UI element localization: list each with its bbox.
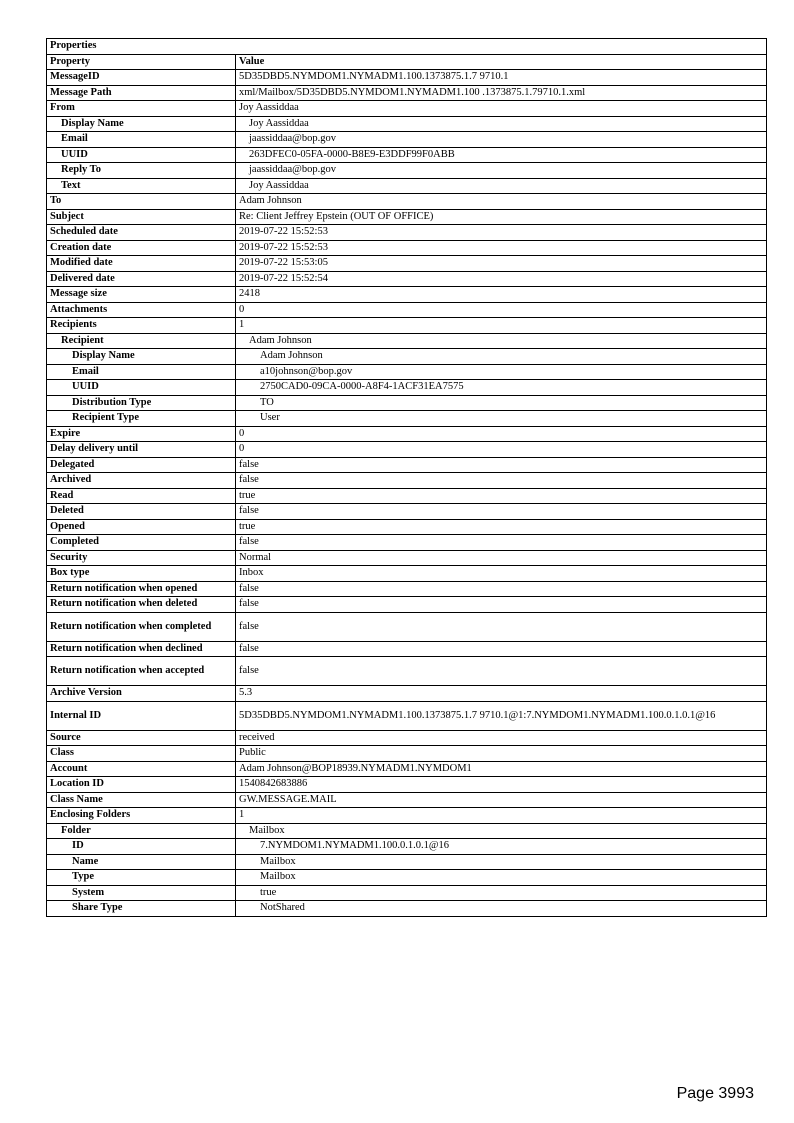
property-name: Message size <box>47 287 236 303</box>
table-row <box>47 225 767 241</box>
property-value: false <box>236 612 767 641</box>
table-row <box>47 380 767 396</box>
table-row <box>47 657 767 686</box>
table-row <box>47 550 767 566</box>
property-value: 5D35DBD5.NYMDOM1.NYMADM1.100.1373875.1.7 9710.1@1:7.NYMDOM1.NYMADM1.100.0.1.0.1@16 <box>236 701 767 730</box>
property-value: Public <box>236 746 767 762</box>
table-row <box>47 240 767 256</box>
properties-table <box>46 38 767 917</box>
property-value: 2418 <box>236 287 767 303</box>
property-name: Archive Version <box>47 686 236 702</box>
property-value: 2019-07-22 15:52:53 <box>236 240 767 256</box>
property-value: jaassiddaa@bop.gov <box>236 132 767 148</box>
table-row <box>47 101 767 117</box>
table-row <box>47 194 767 210</box>
property-name: UUID <box>47 147 236 163</box>
table-row <box>47 839 767 855</box>
table-row <box>47 178 767 194</box>
property-name: Text <box>47 178 236 194</box>
property-name: UUID <box>47 380 236 396</box>
property-value: Adam Johnson@BOP18939.NYMADM1.NYMDOM1 <box>236 761 767 777</box>
property-name: Message Path <box>47 85 236 101</box>
table-row <box>47 746 767 762</box>
table-row <box>47 854 767 870</box>
property-value: false <box>236 581 767 597</box>
property-value: 7.NYMDOM1.NYMADM1.100.0.1.0.1@16 <box>236 839 767 855</box>
table-row <box>47 701 767 730</box>
property-name: Box type <box>47 566 236 582</box>
property-name: Recipient Type <box>47 411 236 427</box>
property-value: Mailbox <box>236 870 767 886</box>
property-value: false <box>236 657 767 686</box>
property-name: Display Name <box>47 349 236 365</box>
property-value: User <box>236 411 767 427</box>
table-row <box>47 163 767 179</box>
property-name: Return notification when opened <box>47 581 236 597</box>
table-row <box>47 641 767 657</box>
property-name: ID <box>47 839 236 855</box>
property-name: Folder <box>47 823 236 839</box>
property-value: 1540842683886 <box>236 777 767 793</box>
table-row <box>47 209 767 225</box>
property-name: To <box>47 194 236 210</box>
table-row <box>47 411 767 427</box>
property-value: GW.MESSAGE.MAIL <box>236 792 767 808</box>
table-title-row <box>47 39 767 55</box>
property-name: Location ID <box>47 777 236 793</box>
table-row <box>47 823 767 839</box>
property-name: Return notification when accepted <box>47 657 236 686</box>
table-row <box>47 364 767 380</box>
table-row <box>47 566 767 582</box>
property-name: From <box>47 101 236 117</box>
table-row <box>47 504 767 520</box>
property-value: Mailbox <box>236 854 767 870</box>
property-value: Adam Johnson <box>236 333 767 349</box>
property-value: 0 <box>236 302 767 318</box>
property-value: Joy Aassiddaa <box>236 116 767 132</box>
property-value: false <box>236 597 767 613</box>
property-name: Opened <box>47 519 236 535</box>
table-row <box>47 473 767 489</box>
table-row <box>47 581 767 597</box>
property-value: NotShared <box>236 901 767 917</box>
property-value: 5D35DBD5.NYMDOM1.NYMADM1.100.1373875.1.7 9710.1 <box>236 70 767 86</box>
table-row <box>47 147 767 163</box>
property-value: true <box>236 885 767 901</box>
property-name: Share Type <box>47 901 236 917</box>
property-name: Class Name <box>47 792 236 808</box>
property-value: 2019-07-22 15:52:53 <box>236 225 767 241</box>
property-value: 0 <box>236 426 767 442</box>
table-row <box>47 519 767 535</box>
property-name: Return notification when declined <box>47 641 236 657</box>
property-name: Source <box>47 730 236 746</box>
property-name: Security <box>47 550 236 566</box>
property-value: false <box>236 641 767 657</box>
property-name: Delay delivery until <box>47 442 236 458</box>
table-row <box>47 612 767 641</box>
table-row <box>47 85 767 101</box>
property-value: Joy Aassiddaa <box>236 178 767 194</box>
property-value: received <box>236 730 767 746</box>
property-name: MessageID <box>47 70 236 86</box>
property-name: Expire <box>47 426 236 442</box>
property-name: Reply To <box>47 163 236 179</box>
table-row <box>47 442 767 458</box>
property-value: false <box>236 504 767 520</box>
property-value: false <box>236 457 767 473</box>
property-name: Scheduled date <box>47 225 236 241</box>
table-title: Properties <box>47 39 767 55</box>
table-row <box>47 792 767 808</box>
property-name: Modified date <box>47 256 236 272</box>
property-value: Normal <box>236 550 767 566</box>
property-value: 2750CAD0-09CA-0000-A8F4-1ACF31EA7575 <box>236 380 767 396</box>
property-name: Account <box>47 761 236 777</box>
table-row <box>47 457 767 473</box>
property-name: Email <box>47 364 236 380</box>
property-value: a10johnson@bop.gov <box>236 364 767 380</box>
table-row <box>47 271 767 287</box>
property-value: 1 <box>236 318 767 334</box>
property-value: Adam Johnson <box>236 349 767 365</box>
table-row <box>47 318 767 334</box>
property-name: Deleted <box>47 504 236 520</box>
table-row <box>47 597 767 613</box>
property-column-header: Property <box>47 54 236 70</box>
property-name: Creation date <box>47 240 236 256</box>
property-name: System <box>47 885 236 901</box>
property-name: Read <box>47 488 236 504</box>
property-value: true <box>236 519 767 535</box>
property-value: Adam Johnson <box>236 194 767 210</box>
table-row <box>47 870 767 886</box>
table-row <box>47 333 767 349</box>
property-name: Attachments <box>47 302 236 318</box>
property-name: Return notification when completed <box>47 612 236 641</box>
table-row <box>47 535 767 551</box>
table-row <box>47 70 767 86</box>
property-value: true <box>236 488 767 504</box>
table-header-row <box>47 54 767 70</box>
property-name: Type <box>47 870 236 886</box>
table-row <box>47 488 767 504</box>
property-name: Recipients <box>47 318 236 334</box>
table-row <box>47 901 767 917</box>
table-row <box>47 885 767 901</box>
property-value: 2019-07-22 15:52:54 <box>236 271 767 287</box>
property-value: Mailbox <box>236 823 767 839</box>
property-value: false <box>236 473 767 489</box>
table-row <box>47 132 767 148</box>
property-value: 2019-07-22 15:53:05 <box>236 256 767 272</box>
property-value: Inbox <box>236 566 767 582</box>
property-name: Subject <box>47 209 236 225</box>
table-row <box>47 777 767 793</box>
table-row <box>47 426 767 442</box>
table-row <box>47 395 767 411</box>
table-row <box>47 302 767 318</box>
property-name: Display Name <box>47 116 236 132</box>
table-row <box>47 761 767 777</box>
property-value: xml/Mailbox/5D35DBD5.NYMDOM1.NYMADM1.100 .1373875.1.79710.1.xml <box>236 85 767 101</box>
value-column-header: Value <box>236 54 767 70</box>
table-row <box>47 256 767 272</box>
property-value: false <box>236 535 767 551</box>
table-row <box>47 808 767 824</box>
table-row <box>47 116 767 132</box>
property-value: 263DFEC0-05FA-0000-B8E9-E3DDF99F0ABB <box>236 147 767 163</box>
property-name: Internal ID <box>47 701 236 730</box>
property-name: Delivered date <box>47 271 236 287</box>
property-value: jaassiddaa@bop.gov <box>236 163 767 179</box>
property-name: Name <box>47 854 236 870</box>
table-row <box>47 686 767 702</box>
table-row <box>47 730 767 746</box>
property-name: Delegated <box>47 457 236 473</box>
property-value: Joy Aassiddaa <box>236 101 767 117</box>
property-name: Archived <box>47 473 236 489</box>
property-value: 1 <box>236 808 767 824</box>
property-name: Class <box>47 746 236 762</box>
property-value: TO <box>236 395 767 411</box>
table-row <box>47 349 767 365</box>
property-name: Return notification when deleted <box>47 597 236 613</box>
property-value: 5.3 <box>236 686 767 702</box>
table-row <box>47 287 767 303</box>
property-name: Recipient <box>47 333 236 349</box>
property-value: Re: Client Jeffrey Epstein (OUT OF OFFICE) <box>236 209 767 225</box>
property-value: 0 <box>236 442 767 458</box>
page-number: Page 3993 <box>676 1085 754 1102</box>
property-name: Distribution Type <box>47 395 236 411</box>
property-name: Completed <box>47 535 236 551</box>
property-name: Email <box>47 132 236 148</box>
property-name: Enclosing Folders <box>47 808 236 824</box>
